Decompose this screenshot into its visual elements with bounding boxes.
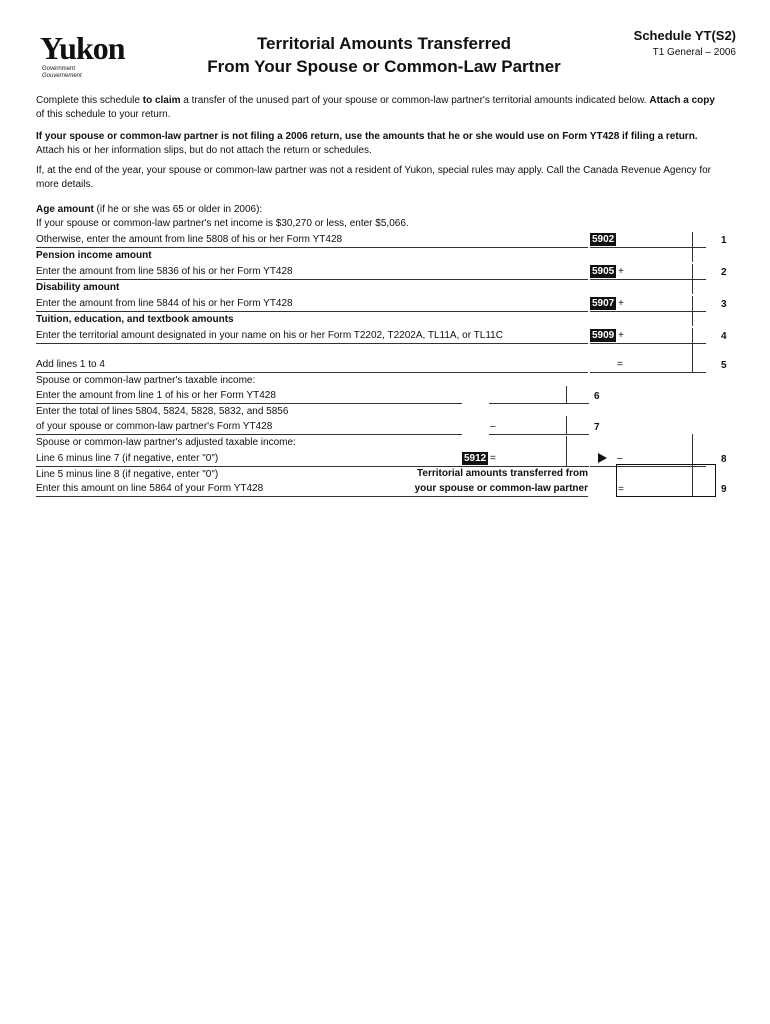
plus-op-4: + xyxy=(618,330,624,341)
arrow-right-icon xyxy=(598,453,607,463)
form-title-line2: From Your Spouse or Common-Law Partner xyxy=(207,57,561,76)
disability-heading: Disability amount xyxy=(36,282,120,293)
adjusted-income-heading: Spouse or common-law partner's adjusted taxable income: xyxy=(36,437,296,448)
logo-government: Government xyxy=(42,66,76,72)
equals-op-9: = xyxy=(618,484,624,495)
age-amount-condition: If your spouse or common-law partner's net income is $30,270 or less, enter $5,066. xyxy=(36,218,409,229)
pension-heading: Pension income amount xyxy=(36,250,152,261)
code-5912: 5912 xyxy=(464,453,487,464)
minus-op-8: – xyxy=(617,453,623,464)
taxable-income-instruction: Enter the amount from line 1 of his or her Form YT428 xyxy=(36,390,276,401)
code-5909: 5909 xyxy=(592,330,615,341)
taxable-income-heading: Spouse or common-law partner's taxable income: xyxy=(36,375,256,386)
line9-instruction-b: Enter this amount on line 5864 of your Form YT428 xyxy=(36,483,264,494)
add-lines-label: Add lines 1 to 4 xyxy=(36,359,105,370)
footer-strip xyxy=(0,1000,770,1024)
line-number-8: 8 xyxy=(721,454,727,465)
tuition-instruction: Enter the territorial amount designated in your name on his or her Form T2202, T2202A, TL11A, or TL11C xyxy=(36,330,503,341)
code-5902: 5902 xyxy=(592,234,615,245)
plus-op-2: + xyxy=(618,266,624,277)
intro-paragraph-2: If your spouse or common-law partner is not filing a 2006 return, use the amounts that he or she would use on Form YT428 if filing a return. Attach his or her information slips, but do not attach the return or schedules. xyxy=(36,131,698,156)
total-lines-heading: Enter the total of lines 5804, 5824, 5828, 5832, and 5856 xyxy=(36,406,289,417)
code-5905: 5905 xyxy=(592,266,615,277)
logo-wordmark: Yukon xyxy=(40,30,125,66)
line-number-3: 3 xyxy=(721,299,727,310)
yukon-logo xyxy=(36,30,125,80)
form-year: T1 General – 2006 xyxy=(652,47,736,58)
age-amount-instruction: Otherwise, enter the amount from line 5808 of his or her Form YT428 xyxy=(36,234,343,245)
total-lines-instruction: of your spouse or common-law partner's Form YT428 xyxy=(36,421,273,432)
line-number-1: 1 xyxy=(721,235,727,246)
line9-amount-box[interactable] xyxy=(616,464,716,497)
tuition-heading: Tuition, education, and textbook amounts xyxy=(36,314,234,325)
line9-instruction-a: Line 5 minus line 8 (if negative, enter "0") xyxy=(36,469,219,480)
line9-result-label-1: Territorial amounts transferred from xyxy=(417,468,588,479)
form-title-line1: Territorial Amounts Transferred xyxy=(256,34,512,53)
pension-instruction: Enter the amount from line 5836 of his or her Form YT428 xyxy=(36,266,293,277)
line-number-9: 9 xyxy=(721,484,727,495)
equals-op-8: = xyxy=(490,453,496,464)
line-number-7: 7 xyxy=(594,422,600,433)
plus-op-3: + xyxy=(618,298,624,309)
disability-instruction: Enter the amount from line 5844 of his or her Form YT428 xyxy=(36,298,293,309)
adjusted-income-instruction: Line 6 minus line 7 (if negative, enter "0") xyxy=(36,453,219,464)
line-number-4: 4 xyxy=(721,331,727,342)
form-page xyxy=(24,22,742,1000)
schedule-title: Schedule YT(S2) xyxy=(633,28,736,43)
code-5907: 5907 xyxy=(592,298,615,309)
line9-result-label-2: your spouse or common-law partner xyxy=(414,483,588,494)
line-number-5: 5 xyxy=(721,360,727,371)
logo-gouvernement: Gouvernement xyxy=(42,73,82,79)
minus-op-7: – xyxy=(490,421,496,432)
equals-op-5: = xyxy=(617,359,623,370)
intro-paragraph-1: Complete this schedule to claim a transfer of the unused part of your spouse or common-law partner's territorial amounts indicated below. Attach a copy of this schedule to your return. xyxy=(36,95,715,120)
line-number-2: 2 xyxy=(721,267,727,278)
intro-paragraph-3: If, at the end of the year, your spouse or common-law partner was not a resident of Yukon, special rules may apply. Call the Canada Revenue Agency for more details. xyxy=(36,165,712,190)
age-amount-heading: Age amount (if he or she was 65 or older in 2006): xyxy=(36,204,263,215)
line-number-6: 6 xyxy=(594,391,600,402)
